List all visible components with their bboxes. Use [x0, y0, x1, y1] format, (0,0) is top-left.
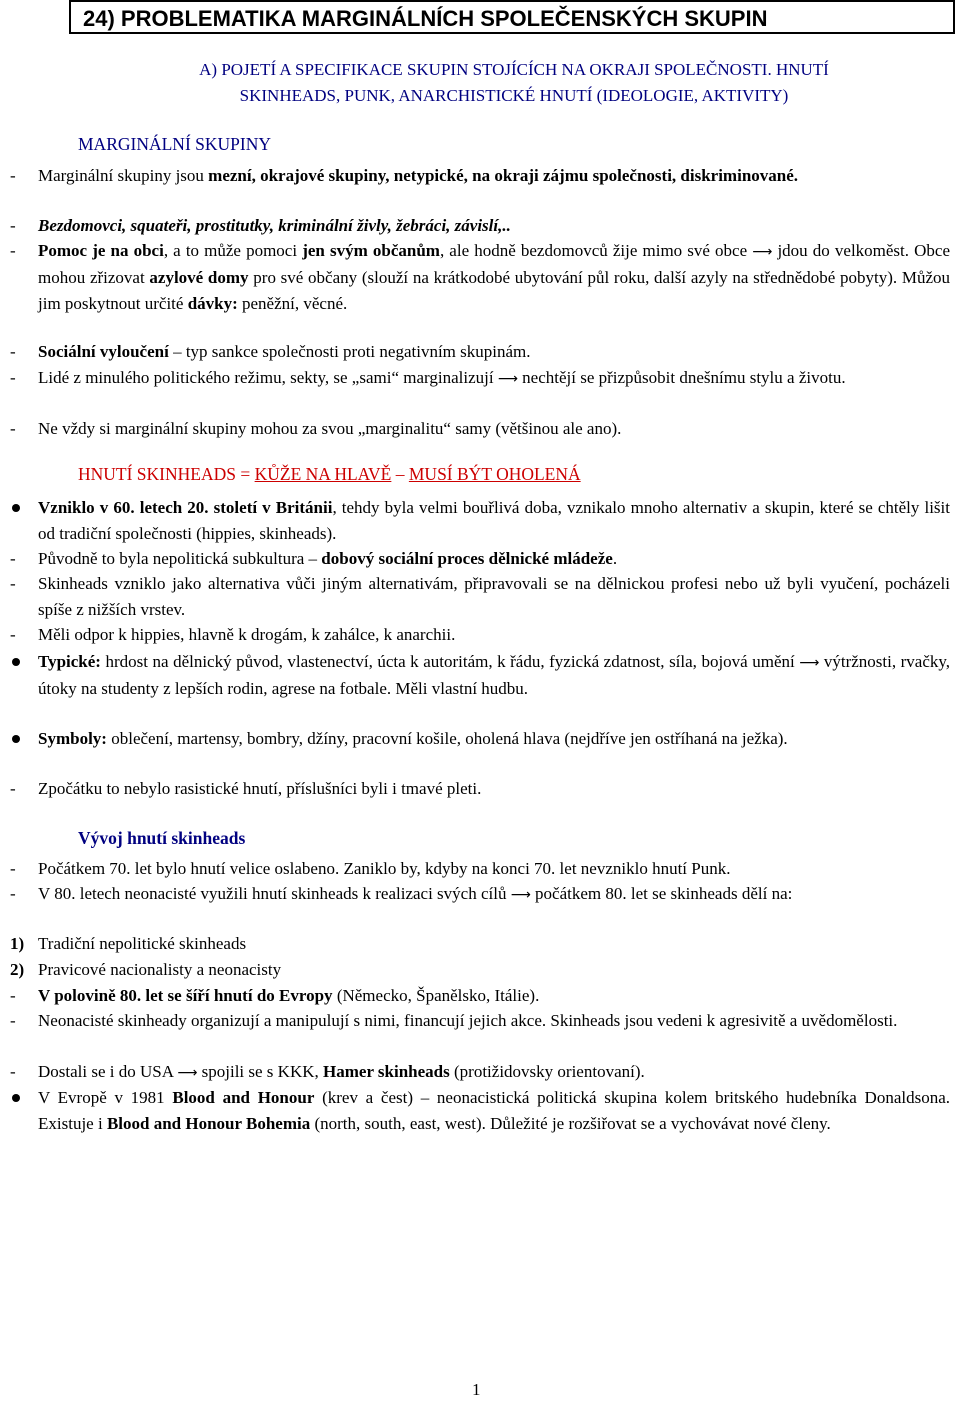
item-text-bold: Blood and Honour Bohemia: [106, 1114, 311, 1133]
item-text: Neonacisté skinheady organizují a manipulují s nimi, financují jejich akce. Skinheads jsou vedeni k agresivitě a uvědomělosti.: [38, 1011, 898, 1030]
section-a-line1: A) POJETÍ A SPECIFIKACE SKUPIN STOJÍCÍCH NA OKRAJI SPOLEČNOSTI. HNUTÍ: [199, 60, 829, 79]
dash-marker: -: [10, 368, 16, 387]
item-text-italic: Bezdomovci, squateři, prostitutky, kriminální živly, žebráci, závislí,..: [38, 216, 511, 235]
item-text-bold: Blood and Honour: [172, 1088, 315, 1107]
bullet-icon: [12, 658, 20, 666]
dash-marker: -: [10, 241, 16, 260]
page-title: 24) PROBLEMATIKA MARGINÁLNÍCH SPOLEČENSKÝCH SKUPIN: [69, 0, 955, 34]
item-text-bold: století v Británii: [208, 498, 333, 517]
dash-marker: -: [10, 574, 16, 593]
number-marker: 1): [10, 934, 25, 953]
item-text-bold: Pomoc je na obci: [38, 241, 164, 260]
list-item: [10, 546, 950, 572]
skinheads-heading-a: HNUTÍ SKINHEADS =: [78, 464, 255, 484]
item-text: Marginální skupiny jsou: [38, 166, 209, 185]
dash-marker: -: [10, 884, 16, 903]
dash-marker: -: [10, 859, 16, 878]
bullet-icon: [12, 735, 20, 743]
arrow-icon: ⟶: [177, 1065, 198, 1081]
dash-marker: -: [10, 166, 16, 185]
item-text-bold: Sociální vyloučení: [38, 342, 169, 361]
item-text: Původně to byla nepolitická subkultura –: [38, 549, 322, 568]
item-text: Pravicové nacionalisty a neonacisty: [38, 960, 282, 979]
item-text-bold: dobový sociální proces dělnické mládeže: [321, 549, 613, 568]
item-text: hrdost na dělnický původ, vlastenectví, úcta k autoritám, k řádu, fyzická zdatnost, síla, bojová umění: [100, 652, 800, 671]
number-marker: 2): [10, 960, 25, 979]
item-text: (north, south, east, west). Důležité je rozšiřovat se a vychovávat nové členy.: [310, 1114, 831, 1133]
item-text: oblečení, martensy, bombry, džíny, pracovní košile, oholená hlava (nejdříve jen ostříhaná na ježka).: [106, 729, 788, 748]
list-item: [10, 238, 950, 317]
item-text: , tehdy byla velmi bouřlivá doba, vznikalo mnoho alternativ a skupin, které se chtěly lišit od tradiční společnosti (hippies, skinheads).: [38, 498, 950, 543]
item-text: – typ sankce společnosti proti negativním skupinám.: [168, 342, 531, 361]
section-a-line2: SKINHEADS, PUNK, ANARCHISTICKÉ HNUTÍ (IDEOLOGIE, AKTIVITY): [239, 86, 789, 105]
dash-marker: -: [10, 342, 16, 361]
item-text: .: [612, 549, 618, 568]
item-text: (Německo, Španělsko, Itálie).: [332, 986, 540, 1005]
marginal-heading: MARGINÁLNÍ SKUPINY: [78, 134, 271, 154]
dash-marker: -: [10, 625, 16, 644]
skinheads-heading-d: MUSÍ BÝT OHOLENÁ: [408, 464, 581, 484]
list-item: [10, 163, 950, 189]
section-a-heading: [74, 57, 954, 109]
list-item: [10, 983, 950, 1009]
page-number: 1: [472, 1380, 481, 1399]
list-item: [10, 1059, 950, 1086]
item-text: spojili se s KKK,: [197, 1062, 324, 1081]
list-item: [10, 856, 950, 882]
item-text: pro své občany (slouží na krátkodobé ubytování půl roku, další azyly na střednědobé pobyty). Můžou jim poskytnout určité: [38, 268, 951, 313]
item-text: (krev a čest) – neonacistická politická skupina kolem britského hudebníka Donaldsona. Existuje i: [38, 1088, 951, 1133]
skinheads-heading: [78, 463, 581, 485]
bullet-icon: [12, 504, 20, 512]
dash-marker: -: [10, 216, 16, 235]
dash-marker: -: [10, 986, 16, 1005]
item-text: počátkem 80. let se skinheads dělí na:: [530, 884, 793, 903]
item-text-bold: Hamer skinheads: [323, 1062, 450, 1081]
arrow-icon: ⟶: [799, 655, 820, 671]
skinheads-heading-c: –: [391, 464, 409, 484]
dash-marker: -: [10, 1011, 16, 1030]
arrow-icon: ⟶: [497, 371, 518, 387]
item-text: V 80. letech neonacisté využili hnutí skinheads k realizaci svých cílů: [38, 884, 511, 903]
list-item: [10, 1008, 950, 1034]
list-item: [10, 495, 950, 547]
item-text: výtržnosti, rvačky, útoky na studenty z lepších rodin, agrese na fotbale. Měli vlastní hudbu.: [38, 652, 951, 698]
item-text: jdou do velkoměst. Obce mohou zřizovat: [38, 241, 951, 287]
item-text: Dostali se i do USA: [38, 1062, 178, 1081]
item-text-bold: Vzniklo v 60. letech 20.: [38, 498, 209, 517]
item-text: Ne vždy si marginální skupiny mohou za svou „marginalitu“ samy (většinou ale ano).: [38, 419, 622, 438]
dash-marker: -: [10, 1062, 16, 1081]
dash-marker: -: [10, 419, 16, 438]
item-text: Zpočátku to nebylo rasistické hnutí, příslušníci byli i tmavé pleti.: [38, 779, 482, 798]
list-item: [10, 931, 950, 957]
vyvoj-heading: Vývoj hnutí skinheads: [78, 828, 246, 848]
item-text: peněžní, věcné.: [237, 294, 348, 313]
list-item: [10, 416, 950, 442]
item-text-bold: V polovině 80. let se šíří hnutí do Evropy: [38, 986, 333, 1005]
item-text: Počátkem 70. let bylo hnutí velice oslabeno. Zaniklo by, kdyby na konci 70. let nevzniklo hnutí Punk.: [38, 859, 731, 878]
list-item: [10, 649, 950, 702]
skinheads-heading-b: KŮŽE NA HLAVĚ: [254, 464, 392, 484]
dash-marker: -: [10, 549, 16, 568]
item-text-bold: dávky:: [187, 294, 238, 313]
list-item: [10, 1085, 950, 1137]
list-item: [10, 622, 950, 648]
item-text: Skinheads vzniklo jako alternativa vůči jiným alternativám, připravovali se na dělnickou profesi nebo už byli vyučení, pocházeli spíše z nižších vrstev.: [38, 574, 950, 619]
list-item: [10, 213, 950, 239]
arrow-icon: ⟶: [510, 887, 531, 903]
bullet-icon: [12, 1094, 20, 1102]
item-text: V Evropě v 1981: [38, 1088, 173, 1107]
item-text-bold: azylové domy: [149, 268, 249, 287]
list-item: [10, 365, 950, 392]
item-text: Lidé z minulého politického režimu, sekty, se „sami“ marginalizují: [38, 368, 498, 387]
item-text-bold: Typické:: [38, 652, 101, 671]
item-text: (protižidovsky orientovaní).: [449, 1062, 645, 1081]
list-item: [10, 571, 950, 623]
item-text: , ale hodně bezdomovců žije mimo své obce: [439, 241, 753, 260]
list-item: [10, 957, 950, 983]
dash-marker: -: [10, 779, 16, 798]
item-text: , a to může pomoci: [163, 241, 303, 260]
list-item: [10, 776, 950, 802]
item-text: nechtějí se přizpůsobit dnešnímu stylu a životu.: [517, 368, 846, 387]
list-item: [10, 726, 950, 752]
item-text-bold: Symboly:: [38, 729, 107, 748]
item-text-bold: mezní, okrajové skupiny, netypické, na okraji zájmu společnosti, diskriminované.: [208, 166, 799, 185]
list-item: [10, 339, 950, 365]
item-text-bold: jen svým občanům: [302, 241, 440, 260]
list-item: [10, 881, 950, 908]
item-text: Měli odpor k hippies, hlavně k drogám, k zahálce, k anarchii.: [38, 625, 456, 644]
arrow-icon: ⟶: [752, 244, 773, 260]
item-text: Tradiční nepolitické skinheads: [38, 934, 247, 953]
